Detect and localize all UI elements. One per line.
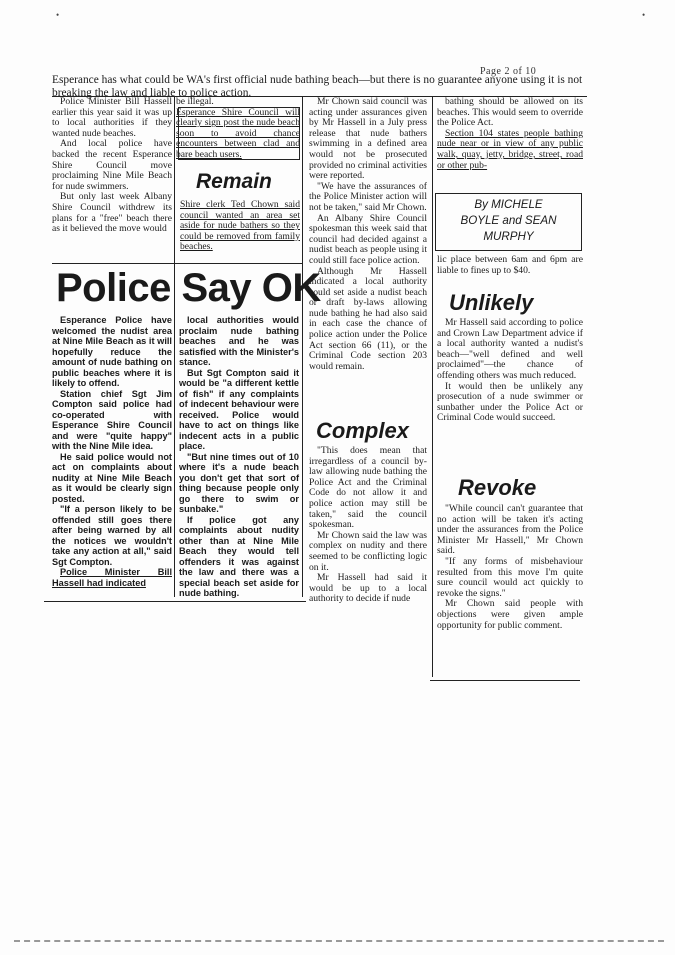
paragraph: An Albany Shire Council spokesman this week said that council had decided against a nudist beach as people using it could still face police action. (309, 212, 427, 266)
paragraph: He said police would not act on complaints about nudity at Nine Mile Beach as it would be clearly sign posted. (52, 451, 172, 504)
paragraph: Although Mr Hassell indicated a local authority could set aside a nudist beach or draft by-laws allowing nude bathing he had also said in each case the chance of police action under the Police Act section 66 (11), or the Criminal Code section 203 would remain. (309, 265, 427, 372)
paragraph: lic place between 6am and 6pm are liable to fines up to $40. (437, 254, 583, 276)
feature-rule (52, 263, 302, 264)
byline-box (435, 193, 582, 251)
column-rule (174, 97, 175, 597)
paragraph: Station chief Sgt Jim Compton said police had co-operated with Esperance Shire Council and were "quite happy" with the Nine Mile idea. (52, 388, 172, 451)
column-d (437, 97, 583, 171)
column-a (52, 97, 172, 235)
paragraph: bathing should be allowed on its beaches. This would seem to override the Police Act. (437, 96, 583, 129)
paragraph-boxed: Esperance Shire Council will clearly sign post the nude beach soon to avoid chance encounters between clad and bare beach users. (176, 106, 300, 159)
highlight-box (178, 107, 300, 160)
byline-line: BOYLE and SEAN (460, 214, 557, 227)
paragraph: Mr Chown said the law was complex on nudity and there seemed to be conflicting logic on it. (309, 529, 427, 573)
paragraph: local authorities would proclaim nude bathing beaches and he was satisfied with the Minister's stance. (179, 315, 299, 367)
column-rule (302, 97, 303, 597)
scan-mark: • (56, 10, 60, 20)
paragraph: But Sgt Compton said it would be "a different kettle of fish" if any complaints of indecent behaviour were received. Police would have to act on things like indecent acts in a public place. (179, 367, 299, 451)
feature-bottom-rule (44, 601, 306, 602)
byline-line: By MICHELE (474, 198, 543, 211)
paragraph: be illegal. (176, 97, 214, 107)
paragraph: "If a person likely to be offended still goes there after being warned by all the notices we wouldn't take any action at all," said Sgt Compton. (52, 504, 172, 567)
column-rule (432, 97, 433, 677)
paragraph: If police got any complaints about nudity other than at Nine Mile Beach they would tell offenders it was against the law and there was a special beach set aside for nude bathing. (179, 514, 299, 598)
paragraph: Police Minister Bill Hassell had indicated (52, 567, 172, 588)
column-d-continued (437, 255, 583, 276)
subhead-unlikely: Unlikely (449, 290, 534, 315)
paragraph: "But nine times out of 10 where it's a nude beach you don't get that sort of thing because people only go there to swim or sunbake." (179, 451, 299, 514)
paragraph: Mr Chown said people with objections were given ample opportunity for public comment. (437, 598, 583, 631)
byline-line: MURPHY (483, 230, 534, 243)
paragraph: But only last week Albany Shire Council withdrew its plans for a "free" beach there as it believed the move would (52, 191, 172, 235)
feature-column-1 (52, 315, 172, 588)
column-d-unlikely (437, 318, 583, 424)
feature-column-2 (179, 315, 299, 599)
paragraph: "While council can't guarantee that no action will be taken it's acting under the assurances from the Police Minister Mr Hassell," Mr Chown said. (437, 503, 583, 557)
paragraph: Mr Hassell said according to police and Crown Law Department advice if a local authority wanted a nudist's beach—"well defined and well proclaimed"—the chance of offending others was much reduced. (437, 317, 583, 381)
page-number: Page 2 of 10 (480, 66, 537, 77)
intro-paragraph: Esperance has what could be WA's first official nude bathing beach—but there is no guarantee anyone using it is not breaking the law and liable to police action. (52, 74, 583, 99)
feature-headline: Police Say OK (56, 266, 321, 310)
scan-mark: • (642, 10, 646, 20)
subhead-revoke: Revoke (458, 475, 537, 500)
column-c-lower (309, 446, 427, 605)
paragraph: And local police have backed the recent Esperance Shire Council move proclaiming Nine Mile Beach for nude swimmers. (52, 138, 172, 192)
paragraph: "This does mean that irregardless of a council by-law allowing nude bathing the Police Act and the Criminal Code do not allow it and police action may still be taken," said the council spokesman. (309, 445, 427, 531)
paragraph: Mr Chown said council was acting under assurances given by Mr Hassell in a July press release that nude bathers swimming in a defined area would not be prosecuted provided no criminal activities were reported. (309, 96, 427, 182)
subhead-remain: Remain (196, 170, 272, 193)
paragraph: "If any forms of misbehaviour resulted from this move I'm quite sure council would act quickly to revoke the signs." (437, 555, 583, 599)
column-b-lower: Shire clerk Ted Chown said council wanted an area set aside for nude bathers so they could be removed from family beaches. (180, 199, 300, 253)
paragraph: It would then be unlikely any prosecution of a nude swimmer or sunbather under the Police Act or Criminal Code would succeed. (437, 380, 583, 424)
paragraph: "We have the assurances of the Police Minister action will not be taken," said Mr Chown. (309, 180, 427, 213)
column-d-revoke (437, 504, 583, 631)
paragraph: Police Minister Bill Hassell earlier this year said it was up to local authorities if they wanted nude beaches. (52, 96, 172, 139)
scan-edge (14, 940, 664, 942)
column-c (309, 97, 427, 372)
paragraph: Section 104 states people bathing nude near or in view of any public walk, quay, jetty, bridge, street, road or other pub- (437, 127, 583, 171)
paragraph: Esperance Police have welcomed the nudist area at Nine Mile Beach as it will hopefully reduce the amount of nude bathing on public beaches where it is likely to offend. (52, 315, 172, 388)
subhead-complex: Complex (316, 418, 409, 443)
column-bottom-rule (430, 680, 580, 681)
paragraph: Mr Hassell had said it would be up to a local authority to decide if nude (309, 572, 427, 605)
